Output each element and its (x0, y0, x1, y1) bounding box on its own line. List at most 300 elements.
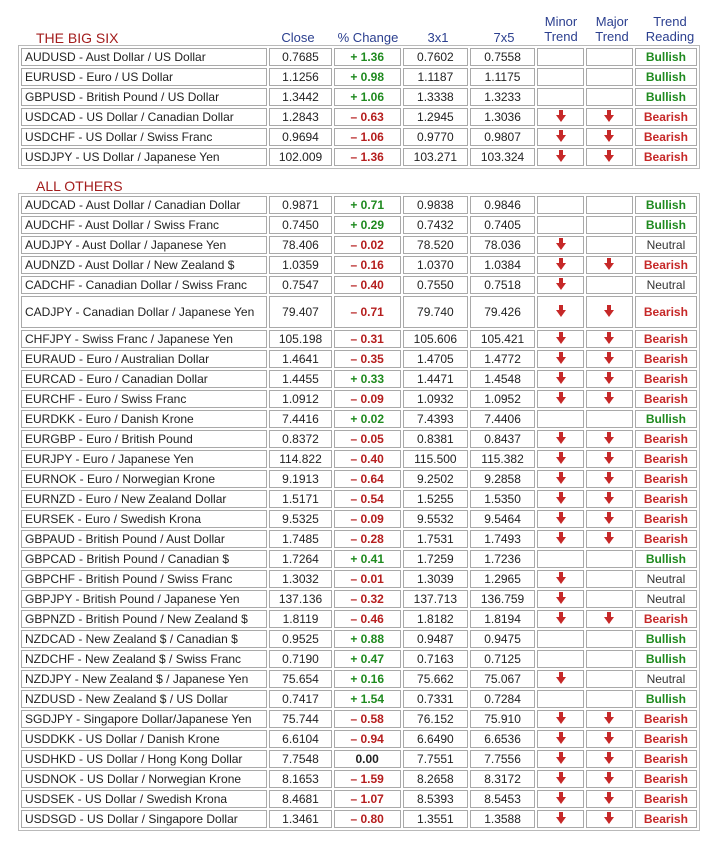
close-value: 7.7548 (269, 750, 331, 768)
percent-change: – 0.09 (334, 510, 401, 528)
table-row (21, 630, 697, 648)
header-minor-line1: Minor (544, 14, 578, 29)
down-arrow-icon (604, 812, 614, 827)
down-arrow-icon (604, 150, 614, 165)
percent-change: – 0.16 (334, 256, 401, 274)
value-3x1: 1.0370 (403, 256, 468, 274)
percent-change: + 1.54 (334, 690, 401, 708)
value-3x1: 8.5393 (403, 790, 468, 808)
value-7x5: 0.9846 (470, 196, 535, 214)
down-arrow-icon (556, 130, 566, 145)
down-arrow-icon (556, 572, 566, 587)
value-7x5: 1.3233 (470, 88, 535, 106)
down-arrow-icon (604, 305, 614, 320)
table-row (21, 450, 697, 468)
value-3x1: 1.7531 (403, 530, 468, 548)
minor-trend-cell (537, 610, 584, 628)
percent-change: – 0.64 (334, 470, 401, 488)
major-trend-cell (586, 790, 633, 808)
percent-change: – 0.46 (334, 610, 401, 628)
header-major-line2: Trend (595, 29, 629, 44)
pair-name: NZDJPY - New Zealand $ / Japanese Yen (21, 670, 267, 688)
major-trend-cell (586, 48, 633, 66)
table-row (21, 470, 697, 488)
down-arrow-icon (604, 258, 614, 273)
header-7x5: 7x5 (493, 30, 515, 45)
major-trend-cell (586, 390, 633, 408)
table-row (21, 650, 697, 668)
close-value: 79.407 (269, 296, 331, 328)
major-trend-cell (586, 730, 633, 748)
percent-change: + 1.36 (334, 48, 401, 66)
percent-change: + 0.71 (334, 196, 401, 214)
close-value: 1.3032 (269, 570, 331, 588)
trend-reading: Bullish (635, 650, 697, 668)
trend-reading: Bearish (635, 770, 697, 788)
minor-trend-cell (537, 730, 584, 748)
close-value: 0.8372 (269, 430, 331, 448)
header-reading-line1: Trend (653, 14, 687, 29)
value-3x1: 1.1187 (403, 68, 468, 86)
pair-name: EURAUD - Euro / Australian Dollar (21, 350, 267, 368)
value-3x1: 0.9838 (403, 196, 468, 214)
down-arrow-icon (556, 672, 566, 687)
table-row (21, 410, 697, 428)
close-value: 1.7485 (269, 530, 331, 548)
table-row (21, 790, 697, 808)
minor-trend-cell (537, 690, 584, 708)
down-arrow-icon (604, 612, 614, 627)
percent-change: 0.00 (334, 750, 401, 768)
trend-reading: Bearish (635, 730, 697, 748)
close-value: 1.3461 (269, 810, 331, 828)
minor-trend-cell (537, 470, 584, 488)
trend-reading: Bearish (635, 510, 697, 528)
down-arrow-icon (556, 110, 566, 125)
table-row (21, 530, 697, 548)
value-7x5: 1.4548 (470, 370, 535, 388)
trend-reading: Bearish (635, 430, 697, 448)
major-trend-cell (586, 430, 633, 448)
value-3x1: 1.4705 (403, 350, 468, 368)
value-3x1: 0.7550 (403, 276, 468, 294)
trend-reading: Bearish (635, 256, 697, 274)
value-3x1: 0.7432 (403, 216, 468, 234)
down-arrow-icon (604, 432, 614, 447)
table-row (21, 276, 697, 294)
close-value: 1.7264 (269, 550, 331, 568)
value-3x1: 1.4471 (403, 370, 468, 388)
pair-name: NZDCAD - New Zealand $ / Canadian $ (21, 630, 267, 648)
major-trend-cell (586, 216, 633, 234)
trend-reading: Bearish (635, 450, 697, 468)
table-row (21, 490, 697, 508)
minor-trend-cell (537, 148, 584, 166)
major-trend-cell (586, 530, 633, 548)
down-arrow-icon (556, 472, 566, 487)
value-7x5: 9.2858 (470, 470, 535, 488)
close-value: 7.4416 (269, 410, 331, 428)
major-trend-cell (586, 68, 633, 86)
minor-trend-cell (537, 128, 584, 146)
pair-name: AUDJPY - Aust Dollar / Japanese Yen (21, 236, 267, 254)
value-3x1: 7.4393 (403, 410, 468, 428)
close-value: 0.7190 (269, 650, 331, 668)
down-arrow-icon (604, 372, 614, 387)
close-value: 1.2843 (269, 108, 331, 126)
value-7x5: 1.7493 (470, 530, 535, 548)
value-7x5: 0.7518 (470, 276, 535, 294)
percent-change: – 1.06 (334, 128, 401, 146)
value-7x5: 1.0384 (470, 256, 535, 274)
value-3x1: 103.271 (403, 148, 468, 166)
pair-name: GBPUSD - British Pound / US Dollar (21, 88, 267, 106)
minor-trend-cell (537, 590, 584, 608)
minor-trend-cell (537, 216, 584, 234)
pair-name: USDHKD - US Dollar / Hong Kong Dollar (21, 750, 267, 768)
value-3x1: 0.9487 (403, 630, 468, 648)
value-7x5: 78.036 (470, 236, 535, 254)
minor-trend-cell (537, 770, 584, 788)
minor-trend-cell (537, 350, 584, 368)
trend-reading: Bullish (635, 196, 697, 214)
table-row (21, 148, 697, 166)
minor-trend-cell (537, 330, 584, 348)
down-arrow-icon (556, 812, 566, 827)
trend-reading: Bearish (635, 350, 697, 368)
pair-name: GBPCHF - British Pound / Swiss Franc (21, 570, 267, 588)
value-3x1: 1.3551 (403, 810, 468, 828)
major-trend-cell (586, 128, 633, 146)
close-value: 75.654 (269, 670, 331, 688)
close-value: 9.1913 (269, 470, 331, 488)
down-arrow-icon (556, 512, 566, 527)
percent-change: – 0.54 (334, 490, 401, 508)
value-7x5: 115.382 (470, 450, 535, 468)
minor-trend-cell (537, 410, 584, 428)
major-trend-cell (586, 770, 633, 788)
value-7x5: 0.7284 (470, 690, 535, 708)
value-7x5: 0.7125 (470, 650, 535, 668)
close-value: 8.4681 (269, 790, 331, 808)
table-row (21, 296, 697, 328)
down-arrow-icon (556, 732, 566, 747)
percent-change: – 0.40 (334, 450, 401, 468)
pair-name: USDSEK - US Dollar / Swedish Krona (21, 790, 267, 808)
major-trend-cell (586, 256, 633, 274)
minor-trend-cell (537, 550, 584, 568)
table-row (21, 670, 697, 688)
major-trend-cell (586, 690, 633, 708)
all-others-table (18, 193, 700, 831)
value-7x5: 1.3588 (470, 810, 535, 828)
percent-change: + 0.33 (334, 370, 401, 388)
trend-reading: Bullish (635, 410, 697, 428)
pair-name: GBPNZD - British Pound / New Zealand $ (21, 610, 267, 628)
down-arrow-icon (604, 772, 614, 787)
minor-trend-cell (537, 810, 584, 828)
minor-trend-cell (537, 430, 584, 448)
percent-change: + 0.02 (334, 410, 401, 428)
table-row (21, 236, 697, 254)
major-trend-cell (586, 350, 633, 368)
pair-name: EURJPY - Euro / Japanese Yen (21, 450, 267, 468)
close-value: 0.9525 (269, 630, 331, 648)
major-trend-cell (586, 470, 633, 488)
section-title-all-others: ALL OTHERS (36, 178, 123, 194)
value-3x1: 0.8381 (403, 430, 468, 448)
value-7x5: 9.5464 (470, 510, 535, 528)
percent-change: – 1.07 (334, 790, 401, 808)
table-row (21, 610, 697, 628)
down-arrow-icon (604, 110, 614, 125)
down-arrow-icon (556, 238, 566, 253)
header-close: Close (281, 30, 315, 45)
trend-reading: Bearish (635, 330, 697, 348)
close-value: 1.4641 (269, 350, 331, 368)
minor-trend-cell (537, 670, 584, 688)
value-3x1: 1.3039 (403, 570, 468, 588)
table-row (21, 770, 697, 788)
close-value: 1.3442 (269, 88, 331, 106)
major-trend-cell (586, 550, 633, 568)
percent-change: – 0.63 (334, 108, 401, 126)
table-row (21, 216, 697, 234)
trend-reading: Bearish (635, 390, 697, 408)
trend-reading: Bearish (635, 610, 697, 628)
down-arrow-icon (556, 150, 566, 165)
value-7x5: 103.324 (470, 148, 535, 166)
down-arrow-icon (604, 452, 614, 467)
close-value: 137.136 (269, 590, 331, 608)
major-trend-cell (586, 276, 633, 294)
close-value: 1.0912 (269, 390, 331, 408)
down-arrow-icon (556, 712, 566, 727)
percent-change: – 0.28 (334, 530, 401, 548)
close-value: 8.1653 (269, 770, 331, 788)
percent-change: – 0.02 (334, 236, 401, 254)
table-row (21, 68, 697, 86)
value-3x1: 79.740 (403, 296, 468, 328)
major-trend-cell (586, 650, 633, 668)
down-arrow-icon (604, 712, 614, 727)
percent-change: + 0.47 (334, 650, 401, 668)
down-arrow-icon (604, 392, 614, 407)
percent-change: – 0.31 (334, 330, 401, 348)
trend-reading: Bearish (635, 790, 697, 808)
trend-reading: Bearish (635, 296, 697, 328)
pair-name: EURSEK - Euro / Swedish Krona (21, 510, 267, 528)
trend-reading: Bullish (635, 630, 697, 648)
major-trend-cell (586, 88, 633, 106)
pair-name: SGDJPY - Singapore Dollar/Japanese Yen (21, 710, 267, 728)
percent-change: – 1.59 (334, 770, 401, 788)
value-7x5: 0.9475 (470, 630, 535, 648)
major-trend-cell (586, 630, 633, 648)
table-row (21, 570, 697, 588)
close-value: 105.198 (269, 330, 331, 348)
trend-reading: Bearish (635, 108, 697, 126)
percent-change: – 0.01 (334, 570, 401, 588)
value-3x1: 1.8182 (403, 610, 468, 628)
pair-name: CADJPY - Canadian Dollar / Japanese Yen (21, 296, 267, 328)
pair-name: USDJPY - US Dollar / Japanese Yen (21, 148, 267, 166)
pair-name: EURUSD - Euro / US Dollar (21, 68, 267, 86)
trend-reading: Neutral (635, 590, 697, 608)
trend-reading: Bullish (635, 48, 697, 66)
header-reading-line2: Reading (645, 29, 695, 44)
major-trend-cell (586, 510, 633, 528)
percent-change: + 0.29 (334, 216, 401, 234)
table-row (21, 750, 697, 768)
down-arrow-icon (556, 352, 566, 367)
down-arrow-icon (604, 512, 614, 527)
trend-reading: Neutral (635, 236, 697, 254)
close-value: 0.7685 (269, 48, 331, 66)
major-trend-cell (586, 810, 633, 828)
percent-change: + 0.88 (334, 630, 401, 648)
pair-name: USDDKK - US Dollar / Danish Krone (21, 730, 267, 748)
table-row (21, 710, 697, 728)
value-7x5: 1.3036 (470, 108, 535, 126)
percent-change: – 0.32 (334, 590, 401, 608)
table-row (21, 390, 697, 408)
value-3x1: 1.7259 (403, 550, 468, 568)
value-3x1: 76.152 (403, 710, 468, 728)
value-7x5: 7.7556 (470, 750, 535, 768)
pair-name: NZDUSD - New Zealand $ / US Dollar (21, 690, 267, 708)
value-7x5: 6.6536 (470, 730, 535, 748)
value-3x1: 0.7331 (403, 690, 468, 708)
pair-name: NZDCHF - New Zealand $ / Swiss Franc (21, 650, 267, 668)
trend-reading: Neutral (635, 570, 697, 588)
table-row (21, 690, 697, 708)
table-row (21, 810, 697, 828)
table-row (21, 430, 697, 448)
close-value: 6.6104 (269, 730, 331, 748)
value-3x1: 0.7602 (403, 48, 468, 66)
value-3x1: 8.2658 (403, 770, 468, 788)
value-3x1: 0.7163 (403, 650, 468, 668)
value-3x1: 105.606 (403, 330, 468, 348)
close-value: 0.9694 (269, 128, 331, 146)
table-row (21, 510, 697, 528)
major-trend-cell (586, 296, 633, 328)
pair-name: GBPAUD - British Pound / Aust Dollar (21, 530, 267, 548)
major-trend-cell (586, 670, 633, 688)
percent-change: + 0.41 (334, 550, 401, 568)
major-trend-cell (586, 750, 633, 768)
close-value: 0.9871 (269, 196, 331, 214)
value-7x5: 1.1175 (470, 68, 535, 86)
value-3x1: 78.520 (403, 236, 468, 254)
table-row (21, 196, 697, 214)
header-3x1: 3x1 (427, 30, 449, 45)
value-7x5: 0.8437 (470, 430, 535, 448)
value-7x5: 75.067 (470, 670, 535, 688)
value-3x1: 1.0932 (403, 390, 468, 408)
value-3x1: 75.662 (403, 670, 468, 688)
percent-change: – 0.40 (334, 276, 401, 294)
big-six-table (18, 45, 700, 169)
table-row (21, 550, 697, 568)
down-arrow-icon (604, 792, 614, 807)
trend-reading: Bearish (635, 148, 697, 166)
table-row (21, 370, 697, 388)
pair-name: EURDKK - Euro / Danish Krone (21, 410, 267, 428)
down-arrow-icon (556, 392, 566, 407)
value-3x1: 115.500 (403, 450, 468, 468)
down-arrow-icon (556, 258, 566, 273)
close-value: 1.1256 (269, 68, 331, 86)
percent-change: – 0.05 (334, 430, 401, 448)
value-7x5: 1.2965 (470, 570, 535, 588)
header-percent-change: % Change (337, 30, 399, 45)
trend-reading: Neutral (635, 276, 697, 294)
down-arrow-icon (604, 130, 614, 145)
pair-name: AUDCAD - Aust Dollar / Canadian Dollar (21, 196, 267, 214)
down-arrow-icon (556, 592, 566, 607)
header-minor-trend (543, 14, 579, 44)
percent-change: + 0.98 (334, 68, 401, 86)
down-arrow-icon (604, 352, 614, 367)
major-trend-cell (586, 108, 633, 126)
percent-change: – 0.80 (334, 810, 401, 828)
down-arrow-icon (604, 492, 614, 507)
value-7x5: 105.421 (470, 330, 535, 348)
value-7x5: 0.7558 (470, 48, 535, 66)
value-7x5: 1.0952 (470, 390, 535, 408)
major-trend-cell (586, 610, 633, 628)
down-arrow-icon (556, 432, 566, 447)
section-title-big-six: THE BIG SIX (36, 30, 119, 46)
pair-name: EURNOK - Euro / Norwegian Krone (21, 470, 267, 488)
table-row (21, 88, 697, 106)
minor-trend-cell (537, 490, 584, 508)
major-trend-cell (586, 590, 633, 608)
trend-reading: Bullish (635, 88, 697, 106)
close-value: 78.406 (269, 236, 331, 254)
value-7x5: 0.7405 (470, 216, 535, 234)
down-arrow-icon (556, 305, 566, 320)
table-row (21, 330, 697, 348)
trend-reading: Bearish (635, 490, 697, 508)
value-3x1: 1.5255 (403, 490, 468, 508)
minor-trend-cell (537, 750, 584, 768)
pair-name: EURNZD - Euro / New Zealand Dollar (21, 490, 267, 508)
value-3x1: 9.2502 (403, 470, 468, 488)
value-7x5: 1.5350 (470, 490, 535, 508)
close-value: 1.4455 (269, 370, 331, 388)
value-7x5: 8.5453 (470, 790, 535, 808)
minor-trend-cell (537, 390, 584, 408)
pair-name: GBPCAD - British Pound / Canadian $ (21, 550, 267, 568)
value-3x1: 1.2945 (403, 108, 468, 126)
down-arrow-icon (556, 372, 566, 387)
header-minor-line2: Trend (544, 29, 578, 44)
minor-trend-cell (537, 196, 584, 214)
pair-name: EURGBP - Euro / British Pound (21, 430, 267, 448)
value-7x5: 1.8194 (470, 610, 535, 628)
table-row (21, 730, 697, 748)
value-3x1: 137.713 (403, 590, 468, 608)
pair-name: AUDCHF - Aust Dollar / Swiss Franc (21, 216, 267, 234)
value-7x5: 136.759 (470, 590, 535, 608)
trend-reading: Bullish (635, 550, 697, 568)
minor-trend-cell (537, 48, 584, 66)
percent-change: – 0.94 (334, 730, 401, 748)
minor-trend-cell (537, 68, 584, 86)
